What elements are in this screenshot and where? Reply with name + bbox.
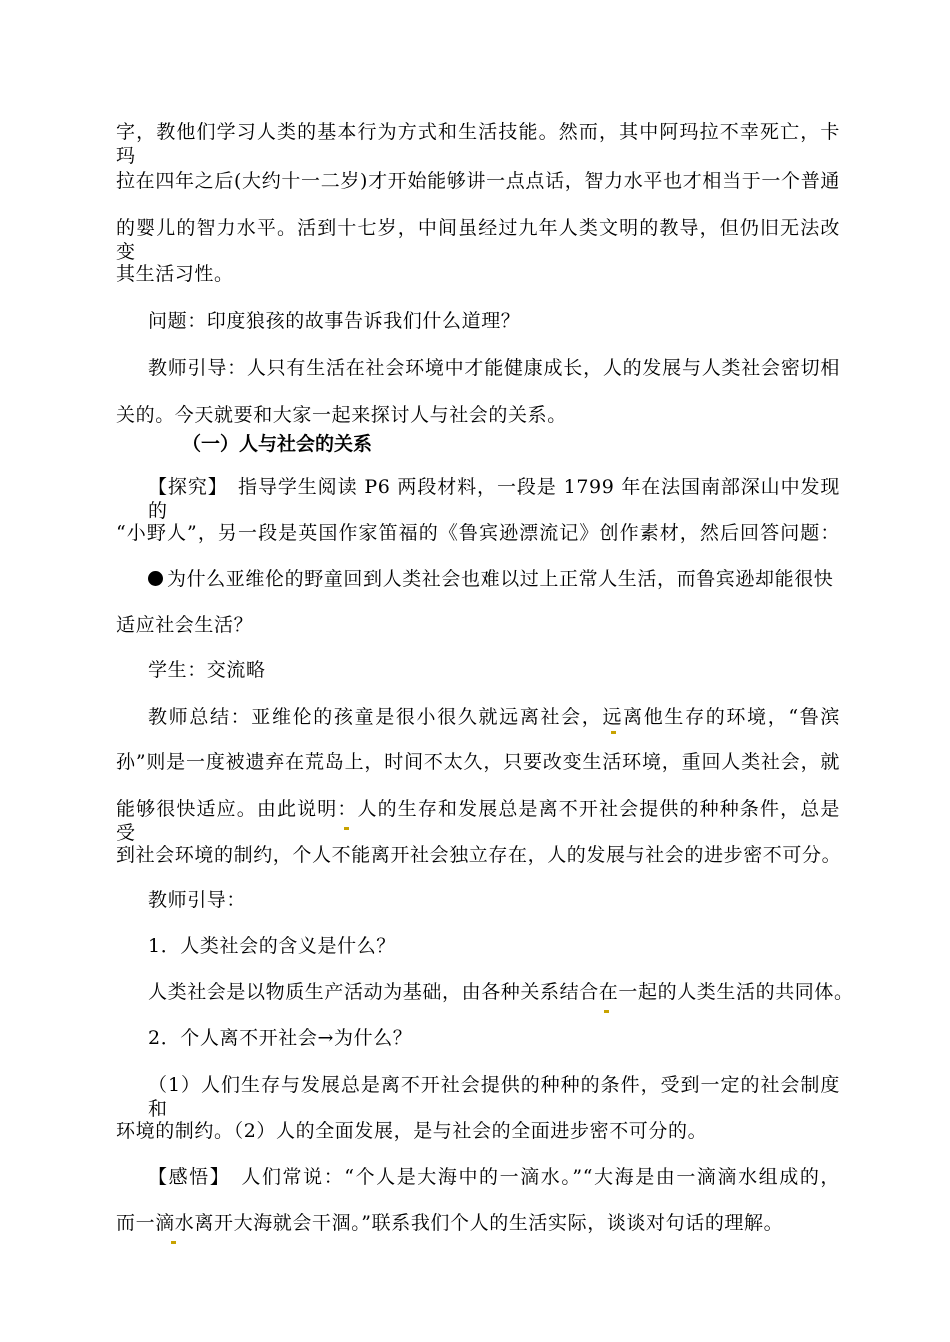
bullet-item	[148, 567, 840, 591]
question-line: 问题：印度狼孩的故事告诉我们什么道理？	[148, 310, 521, 332]
paragraph-line: 能够很快适应。由此说明：人的生存和发展总是离不开社会提供的种种条件，总是受	[116, 798, 840, 844]
bullet-text: 为什么亚维伦的野童回到人类社会也难以过上正常人生活，而鲁宾逊却能很快	[167, 568, 834, 590]
mark-dot	[171, 1241, 176, 1244]
mark-dot	[604, 1010, 609, 1013]
paragraph-line: 拉在四年之后(大约十一二岁)才开始能够讲一点点话，智力水平也才相当于一个普通	[116, 170, 840, 192]
paragraph-line: 关的。今天就要和大家一起来探讨人与社会的关系。	[116, 404, 567, 426]
paragraph-line: 环境的制约。（2）人的全面发展，是与社会的全面进步密不可分的。	[116, 1120, 708, 1142]
paragraph-line: 教师总结：亚维伦的孩童是很小很久就远离社会，远离他生存的环境，“鲁滨	[148, 706, 840, 728]
paragraph-line: 而一滴水离开大海就会干涸。”联系我们个人的生活实际，谈谈对句话的理解。	[116, 1212, 784, 1234]
paragraph-line: 孙”则是一度被遗弃在荒岛上，时间不太久，只要改变生活环境，重回人类社会，就	[116, 751, 840, 773]
mark-dot	[611, 731, 616, 734]
numbered-item: 2．个人离不开社会→为什么？	[148, 1027, 413, 1049]
paragraph-line: 教师引导：人只有生活在社会环境中才能健康成长，人的发展与人类社会密切相	[148, 357, 840, 379]
paragraph-line: 人类社会是以物质生产活动为基础，由各种关系结合在一起的人类生活的共同体。	[148, 981, 854, 1003]
student-line: 学生：交流略	[148, 659, 266, 681]
paragraph-line: （1）人们生存与发展总是离不开社会提供的种种的条件，受到一定的社会制度和	[148, 1074, 840, 1120]
section-heading: （一）人与社会的关系	[182, 433, 373, 455]
reflection-line: 【感悟】 人们常说：“个人是大海中的一滴水。”“大海是由一滴滴水组成的，	[148, 1166, 840, 1188]
explore-line: 【探究】 指导学生阅读 P6 两段材料，一段是 1799 年在法国南部深山中发现的	[148, 476, 840, 522]
paragraph-line: “小野人”，另一段是英国作家笛福的《鲁宾逊漂流记》创作素材，然后回答问题：	[116, 522, 840, 544]
paragraph-line: 到社会环境的制约，个人不能离开社会独立存在，人的发展与社会的进步密不可分。	[116, 844, 842, 866]
paragraph-line: 其生活习性。	[116, 263, 234, 285]
numbered-item: 1．人类社会的含义是什么？	[148, 935, 396, 957]
paragraph-line: 字，教他们学习人类的基本行为方式和生活技能。然而，其中阿玛拉不幸死亡，卡玛	[116, 121, 840, 167]
bullet-icon	[148, 571, 163, 586]
paragraph-line: 适应社会生活？	[116, 614, 254, 636]
teacher-guide-line: 教师引导：	[148, 889, 247, 911]
mark-dot	[344, 827, 349, 830]
paragraph-line: 的婴儿的智力水平。活到十七岁，中间虽经过九年人类文明的教导，但仍旧无法改变	[116, 217, 840, 263]
